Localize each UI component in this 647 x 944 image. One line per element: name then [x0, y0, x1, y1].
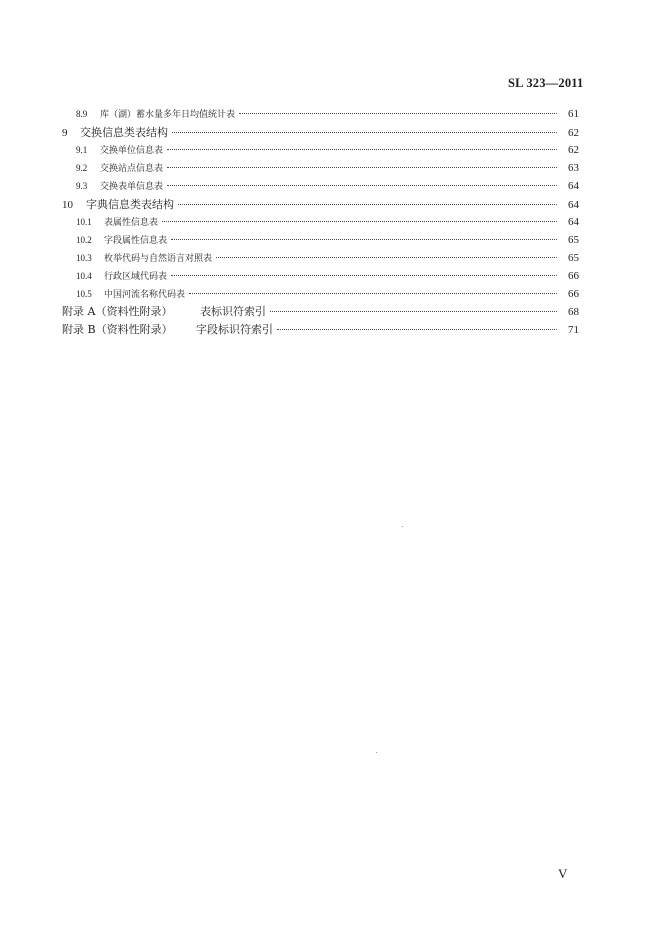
toc-entry-page: 61	[568, 108, 579, 120]
toc-entry-number: 10.5	[76, 289, 92, 299]
dot-leader	[171, 266, 557, 276]
toc-entry-title: 字段属性信息表	[104, 236, 168, 246]
toc-entry-number: 8.9	[76, 109, 88, 119]
toc-entry-number: 附录 A（资料性附录）	[62, 305, 173, 318]
toc-entry-number: 9.2	[76, 163, 88, 173]
toc-entry-number: 9	[62, 127, 68, 139]
dot-leader	[277, 318, 557, 330]
dot-leader	[167, 140, 557, 150]
toc-entry-page: 65	[568, 252, 579, 264]
dot-leader	[171, 230, 557, 240]
dot-leader	[189, 284, 557, 294]
dot-leader	[172, 121, 557, 133]
dot-leader	[167, 158, 557, 168]
standard-code: SL 323—2011	[508, 76, 584, 90]
toc-entry-title: 交换信息类表结构	[80, 126, 168, 139]
toc-entry-title: 库（湖）蓄水量多年日均值统计表	[100, 110, 236, 120]
toc-entry[interactable]	[62, 124, 579, 140]
toc-entry-title: 行政区域代码表	[104, 272, 168, 282]
toc-entry-title: 表标识符索引	[200, 305, 266, 318]
toc-entry[interactable]	[76, 269, 579, 282]
toc-entry-number: 10.1	[76, 217, 92, 227]
toc-entry-number: 9.3	[76, 181, 88, 191]
toc-entry-number: 10.4	[76, 271, 92, 281]
toc-entry[interactable]	[76, 107, 579, 120]
toc-entry-page: 65	[568, 234, 579, 246]
toc-entry-page: 62	[568, 144, 579, 156]
toc-entry-number: 10.3	[76, 253, 92, 263]
dot-leader	[162, 212, 557, 222]
toc-entry-title: 字段标识符索引	[196, 323, 273, 336]
toc-entry-title: 交换表单信息表	[100, 182, 164, 192]
toc-entry-number: 9.1	[76, 145, 88, 155]
toc-entry-title: 中国河流名称代码表	[104, 290, 186, 300]
scan-speck	[402, 526, 403, 527]
toc-entry-page: 71	[568, 324, 579, 336]
dot-leader	[239, 104, 557, 114]
toc-entry-title: 交换单位信息表	[100, 146, 164, 156]
toc-entry[interactable]	[76, 179, 579, 192]
toc-entry-page: 64	[568, 216, 579, 228]
toc-entry-appendix[interactable]	[62, 321, 579, 337]
toc-entry-page: 68	[568, 306, 579, 318]
dot-leader	[167, 176, 557, 186]
toc-entry-title: 枚举代码与自然语言对照表	[104, 254, 213, 264]
toc-entry[interactable]	[76, 233, 579, 246]
toc-entry-title: 字典信息类表结构	[86, 198, 174, 211]
toc-entry-appendix[interactable]	[62, 303, 579, 319]
toc-entry-page: 66	[568, 288, 579, 300]
page-number: V	[558, 866, 568, 881]
dot-leader	[270, 300, 557, 312]
scan-speck	[376, 752, 377, 753]
toc-entry[interactable]	[76, 251, 579, 264]
toc-entry[interactable]	[62, 196, 579, 212]
toc-entry-page: 64	[568, 180, 579, 192]
toc-entry[interactable]	[76, 161, 579, 174]
toc-entry-page: 63	[568, 162, 579, 174]
toc-entry-number: 附录 B（资料性附录）	[62, 323, 173, 336]
toc-entry-title: 表属性信息表	[104, 218, 159, 228]
toc-entry[interactable]	[76, 143, 579, 156]
toc-entry[interactable]	[76, 287, 579, 300]
toc-entry-number: 10	[62, 199, 73, 211]
toc-entry-page: 62	[568, 127, 579, 139]
toc-entry-page: 66	[568, 270, 579, 282]
toc-entry-number: 10.2	[76, 235, 92, 245]
toc-entry-page: 64	[568, 199, 579, 211]
toc-entry[interactable]	[76, 215, 579, 228]
toc-entry-title: 交换站点信息表	[100, 164, 164, 174]
dot-leader	[216, 248, 557, 258]
dot-leader	[178, 193, 557, 205]
